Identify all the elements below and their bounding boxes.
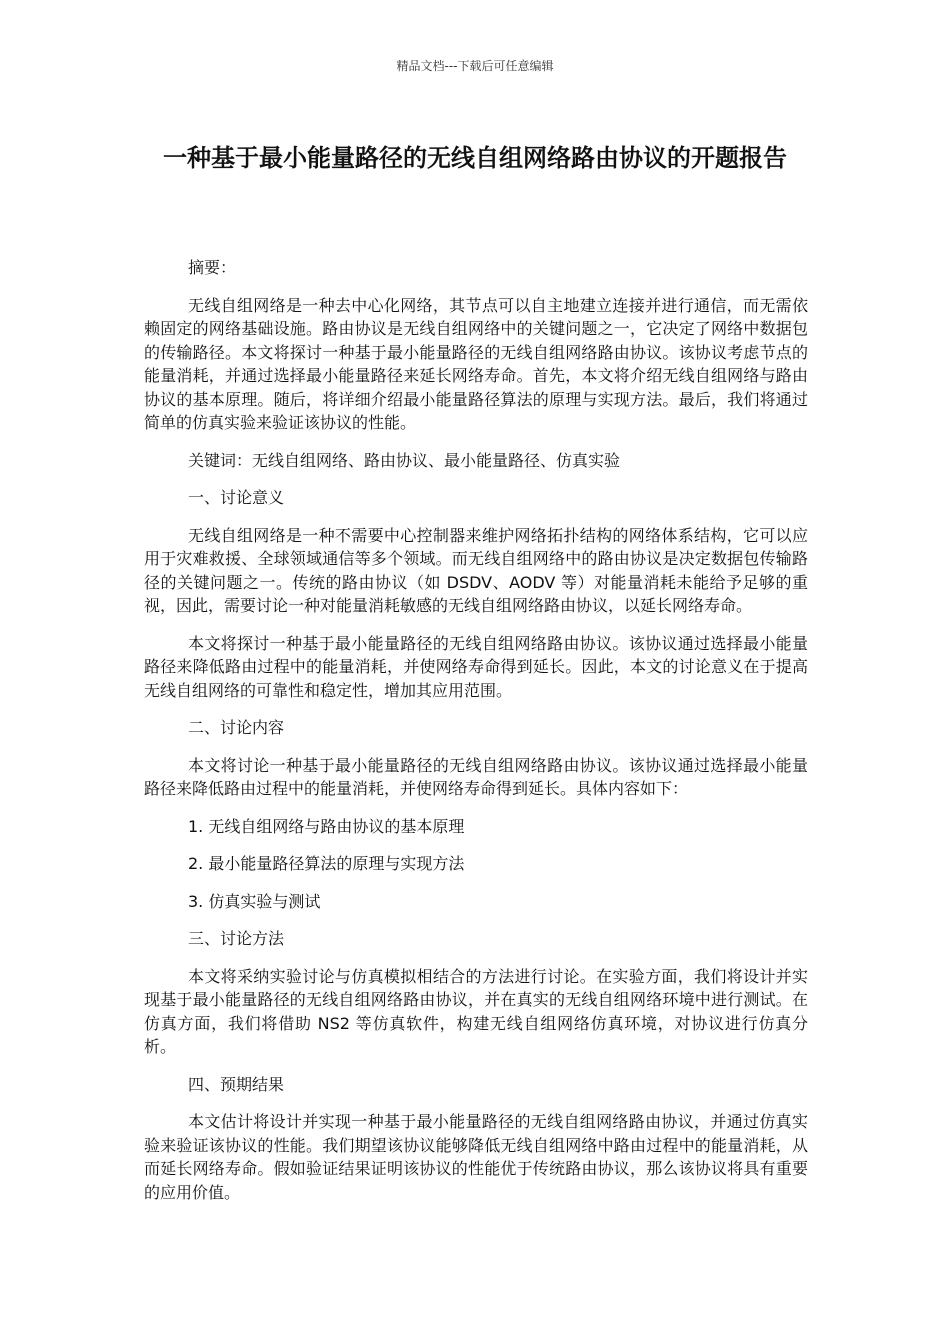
abstract-label: 摘要：	[188, 258, 237, 277]
section-heading-results: 四、预期结果	[188, 1074, 285, 1094]
list-item: 2. 最小能量路径算法的原理与实现方法	[188, 854, 465, 873]
section-heading-content: 二、讨论内容	[188, 718, 285, 737]
list-item: 3. 仿真实验与测试	[188, 891, 321, 911]
section-heading-method: 三、讨论方法	[188, 929, 285, 948]
paragraph: 本文估计将设计并实现一种基于最小能量路径的无线自组网络路由协议，并通过仿真实验来验证该协议的性能。我们期望该协议能够降低无线自组网络中路由过程中的能量消耗，从而延长网络寿命。假如验证结果证明该协议的性能优于传统路由协议，那么该协议将具有重要的应用价值。	[144, 1112, 808, 1202]
abstract-paragraph: 无线自组网络是一种去中心化网络，其节点可以自主地建立连接并进行通信，而无需依赖固定的网络基础设施。路由协议是无线自组网络中的关键问题之一，它决定了网络中数据包的传输路径。本文将探讨一种基于最小能量路径的无线自组网络路由协议。该协议考虑节点的能量消耗，并通过选择最小能量路径来延长网络寿命。首先，本文将介绍无线自组网络与路由协议的基本原理。随后，将详细介绍最小能量路径算法的原理与实现方法。最后，我们将通过简单的仿真实验来验证该协议的性能。	[144, 295, 808, 432]
header-note: 精品文档---下载后可任意编辑	[396, 59, 554, 73]
paragraph: 本文将采纳实验讨论与仿真模拟相结合的方法进行讨论。在实验方面，我们将设计并实现基于最小能量路径的无线自组网络路由协议，并在真实的无线自组网络环境中进行测试。在仿真方面，我们将借助 NS2 等仿真软件，构建无线自组网络仿真环境，对协议进行仿真分析。	[144, 966, 808, 1056]
keywords-line: 关键词：无线自组网络、路由协议、最小能量路径、仿真实验	[188, 450, 621, 470]
paragraph: 本文将探讨一种基于最小能量路径的无线自组网络路由协议。该协议通过选择最小能量路径来降低路由过程中的能量消耗，并使网络寿命得到延长。因此，本文的讨论意义在于提高无线自组网络的可靠性和稳定性，增加其应用范围。	[144, 633, 808, 700]
section-heading-significance: 一、讨论意义	[188, 488, 285, 507]
paragraph: 无线自组网络是一种不需要中心控制器来维护网络拓扑结构的网络体系结构，它可以应用于灾难救援、全球领域通信等多个领域。而无线自组网络中的路由协议是决定数据包传输路径的关键问题之一。传统的路由协议（如 DSDV、AODV 等）对能量消耗未能给予足够的重视，因此，需要讨论一种对能量消耗敏感的无线自组网络路由协议，以延长网络寿命。	[144, 525, 808, 615]
document-body	[144, 256, 808, 1218]
paragraph: 本文将讨论一种基于最小能量路径的无线自组网络路由协议。该协议通过选择最小能量路径来降低路由过程中的能量消耗，并使网络寿命得到延长。具体内容如下：	[144, 755, 808, 798]
document-title: 一种基于最小能量路径的无线自组网络路由协议的开题报告	[163, 144, 787, 172]
list-item: 1. 无线自组网络与路由协议的基本原理	[188, 816, 465, 836]
